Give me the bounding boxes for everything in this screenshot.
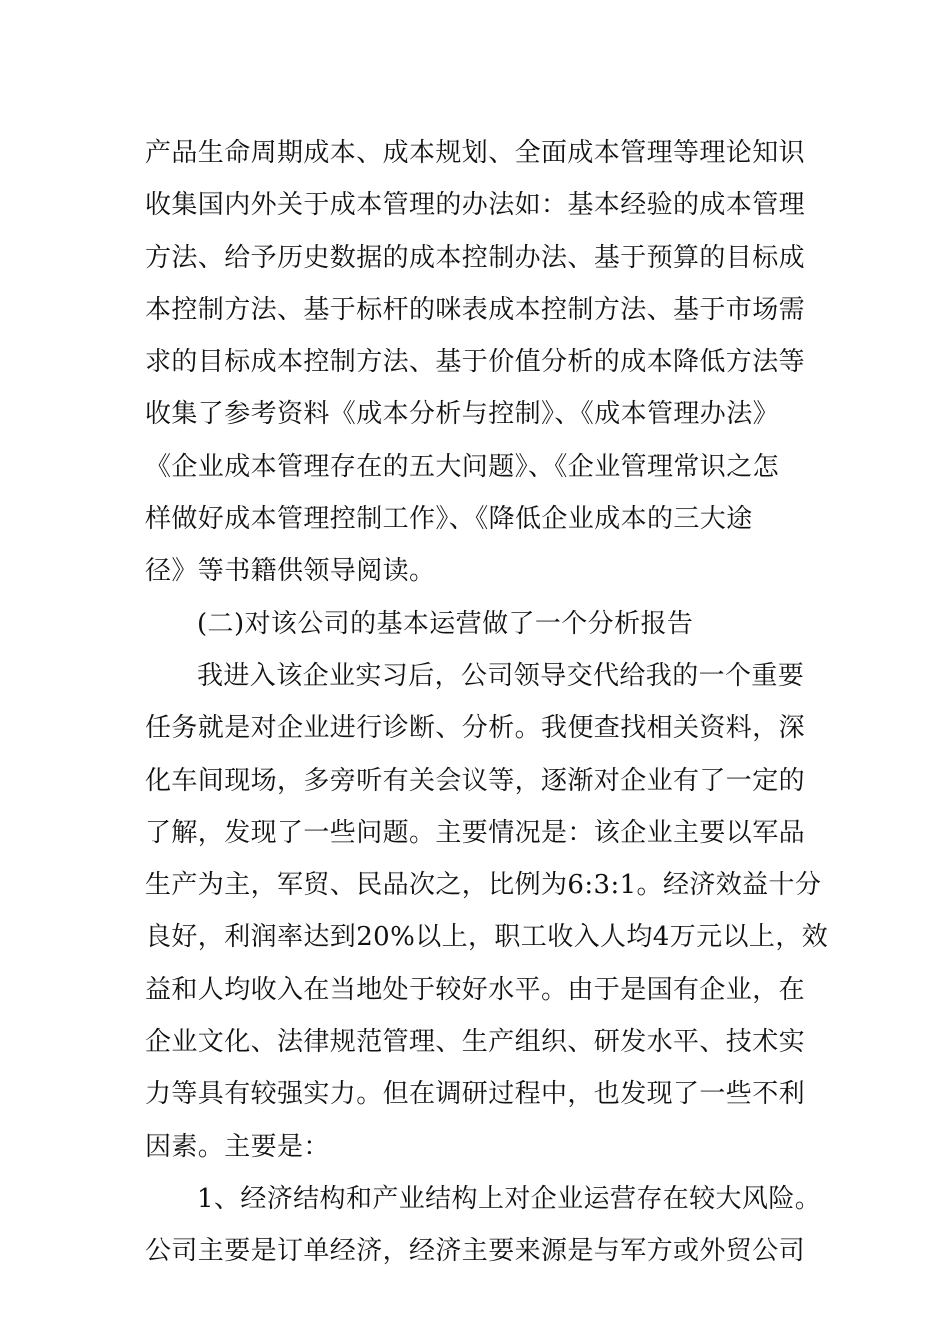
text-line: 因素。主要是：: [145, 1131, 330, 1162]
body-text: [145, 127, 829, 1278]
text-line: 良好，利润率达到20%以上，职工收入人均4万元以上，效: [145, 922, 829, 953]
text-line: 本控制方法、基于标杆的咪表成本控制方法、基于市场需: [145, 294, 806, 325]
text-line: 生产为主，军贸、民品次之，比例为6:3:1。经济效益十分: [145, 870, 822, 901]
text-line: 方法、给予历史数据的成本控制办法、基于预算的目标成: [145, 242, 806, 273]
numbered-point: 1、经济结构和产业结构上对企业运营存在较大风险。: [197, 1183, 822, 1214]
text-line: 任务就是对企业进行诊断、分析。我便查找相关资料，深: [145, 713, 806, 744]
text-line: 径》等书籍供领导阅读。: [145, 556, 436, 587]
text-line: 了解，发现了一些问题。主要情况是：该企业主要以军品: [145, 817, 806, 848]
section-heading: (二)对该公司的基本运营做了一个分析报告: [197, 608, 694, 639]
text-line: 收集国内外关于成本管理的办法如：基本经验的成本管理: [145, 190, 806, 221]
text-line: 化车间现场，多旁听有关会议等，逐渐对企业有了一定的: [145, 765, 806, 796]
text-line: 企业文化、法律规范管理、生产组织、研发水平、技术实: [145, 1027, 806, 1058]
paragraph-start: 我进入该企业实习后，公司领导交代给我的一个重要: [197, 660, 805, 691]
text-line: 产品生命周期成本、成本规划、全面成本管理等理论知识: [145, 138, 806, 168]
text-line: 益和人均收入在当地处于较好水平。由于是国有企业，在: [145, 974, 806, 1005]
text-line: 公司主要是订单经济，经济主要来源是与军方或外贸公司: [145, 1236, 806, 1267]
text-line: 收集了参考资料《成本分析与控制》、《成本管理办法》: [145, 399, 780, 430]
text-line: 样做好成本管理控制工作》、《降低企业成本的三大途: [145, 504, 753, 535]
text-line: 《企业成本管理存在的五大问题》、《企业管理常识之怎: [145, 451, 780, 482]
text-line: 力等具有较强实力。但在调研过程中，也发现了一些不利: [145, 1079, 806, 1110]
text-line: 求的目标成本控制方法、基于价值分析的成本降低方法等: [145, 347, 806, 378]
